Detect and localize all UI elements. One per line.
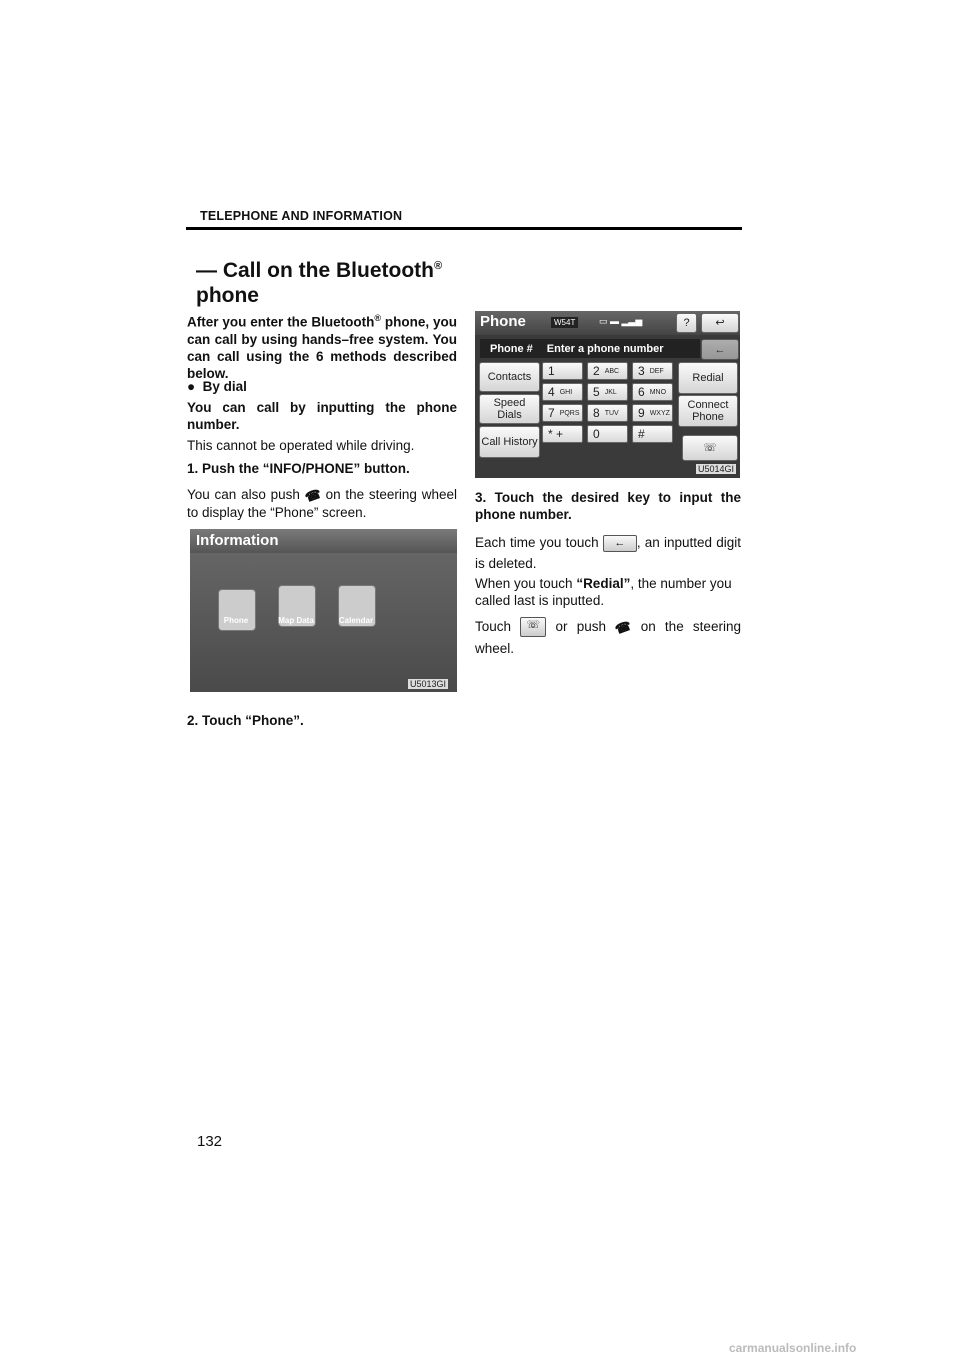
- key-3[interactable]: 3 DEF: [632, 362, 673, 380]
- step-3: 3. Touch the desired key to input the phone number.: [475, 490, 741, 522]
- section-header: TELEPHONE AND INFORMATION: [200, 209, 403, 223]
- key-8[interactable]: 8 TUV: [587, 404, 628, 422]
- phone-screen: [475, 311, 740, 478]
- call-button-icon: ☏: [703, 442, 717, 454]
- call-button[interactable]: [682, 435, 738, 461]
- call-history-button[interactable]: Call History: [479, 426, 540, 458]
- backspace-icon: ←: [714, 343, 726, 356]
- lead-paragraph: You can call by inputting the phone number.: [187, 400, 457, 432]
- key-7[interactable]: 7 PQRS: [542, 404, 583, 422]
- key-9[interactable]: 9 WXYZ: [632, 404, 673, 422]
- backspace-button[interactable]: [701, 339, 739, 360]
- redial-button[interactable]: Redial: [678, 362, 738, 394]
- key-0[interactable]: 0: [587, 425, 628, 443]
- key-2[interactable]: 2 ABC: [587, 362, 628, 380]
- phone-icon: ☎: [613, 617, 634, 638]
- intro-paragraph: After you enter the Bluetooth® phone, you can call by using hands–free system. You can call using the 6 methods described below.: [187, 313, 457, 381]
- redial-note: When you touch “Redial”, the number you called last is inputted.: [475, 576, 732, 608]
- step-2: 2. Touch “Phone”.: [187, 713, 304, 728]
- figure-code: U5013GI: [410, 679, 447, 689]
- key-1[interactable]: 1: [542, 362, 583, 380]
- connect-phone-button[interactable]: Connect Phone: [678, 395, 738, 427]
- speed-dials-button[interactable]: Speed Dials: [479, 394, 540, 424]
- phone-number-field[interactable]: Phone # Enter a phone number: [480, 339, 700, 358]
- backspace-note: Each time you touch ← , an inputted digit is deleted.: [475, 535, 741, 571]
- footer-watermark: carmanualsonline.info: [729, 1341, 857, 1355]
- key-6[interactable]: 6 MNO: [632, 383, 673, 401]
- information-title: Information: [196, 532, 279, 549]
- step-1: 1. Push the “INFO/PHONE” button.: [187, 461, 410, 476]
- contacts-button[interactable]: Contacts: [479, 362, 540, 392]
- key-hash[interactable]: #: [632, 425, 673, 443]
- page-number: 132: [197, 1133, 223, 1150]
- call-note: Touch ☏ or push ☎ on the steering wheel.: [475, 616, 741, 659]
- bullet-by-dial: ● By dial: [187, 379, 247, 394]
- map-data-tile-label: Map Data: [278, 616, 314, 625]
- step-1-detail: You can also push ☎ on the steering wheel to display the “Phone” screen.: [187, 485, 457, 520]
- information-screen: [190, 529, 457, 692]
- driving-note: This cannot be operated while driving.: [187, 438, 415, 453]
- backspace-inline-icon: ←: [603, 535, 637, 552]
- phone-icon: ☎: [302, 485, 323, 506]
- back-icon: ↩: [715, 317, 725, 329]
- signal-status-icon: ▭ ▬ ▂▃▅: [599, 316, 643, 326]
- call-inline-icon: ☏: [520, 617, 546, 637]
- calendar-tile-label: Calendar: [338, 616, 374, 625]
- key-4[interactable]: 4 GHI: [542, 383, 583, 401]
- key-star[interactable]: * +: [542, 425, 583, 443]
- phone-title: Phone: [480, 313, 526, 330]
- back-button[interactable]: [701, 313, 739, 333]
- help-button[interactable]: ?: [676, 313, 697, 333]
- header-rule: [186, 227, 742, 230]
- keypad: [542, 362, 678, 442]
- key-5[interactable]: 5 JKL: [587, 383, 628, 401]
- phone-tile-label: Phone: [223, 616, 249, 625]
- figure-code: U5014GI: [698, 464, 735, 474]
- phone-indicator: W54T: [551, 317, 578, 328]
- bullet-icon: ●: [187, 379, 203, 394]
- page-title: — Call on the Bluetooth® phone: [196, 259, 443, 307]
